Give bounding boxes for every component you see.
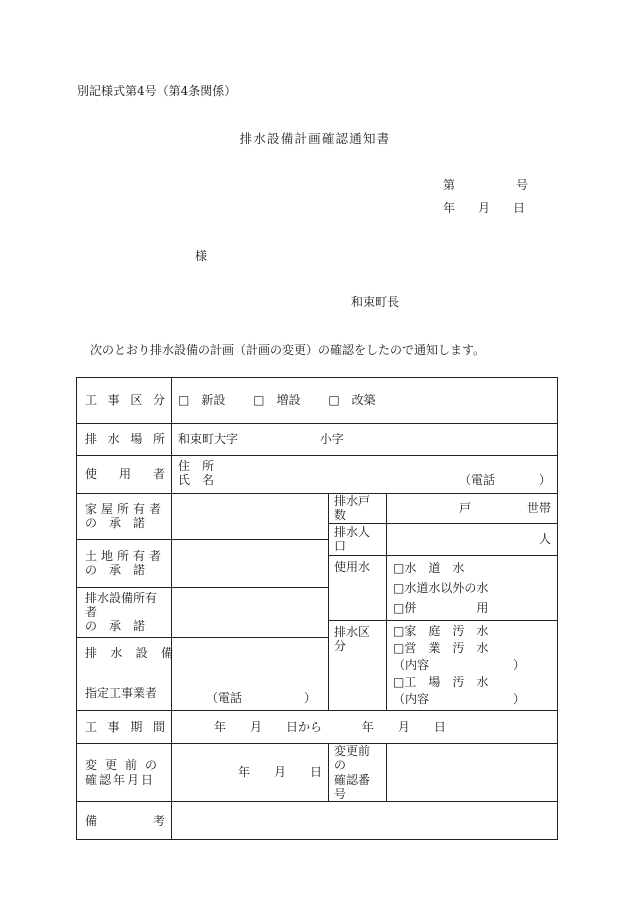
contractor-phone-close: ） bbox=[303, 691, 316, 706]
label-population: 排水人口 bbox=[329, 523, 387, 555]
house-owner-consent-field[interactable] bbox=[172, 494, 329, 540]
label-period: 工 事 期 間 bbox=[77, 710, 172, 743]
prev-date-value: 年 月 日 bbox=[237, 765, 322, 780]
form-reference: 別記様式第4号（第4条関係） bbox=[77, 84, 237, 98]
work-type-options bbox=[172, 378, 558, 424]
row-house-owner bbox=[77, 494, 558, 524]
period-field[interactable] bbox=[172, 710, 558, 743]
prev-date-field[interactable] bbox=[172, 743, 329, 802]
unit-setai: 世帯 bbox=[527, 501, 552, 516]
drain-business[interactable]: □営 業 汚 水 bbox=[393, 640, 489, 655]
unit-houses: 戸 bbox=[459, 501, 472, 516]
label-households: 排水戸数 bbox=[329, 494, 387, 524]
label-remarks: 備 考 bbox=[77, 802, 172, 840]
contractor-line1: 排 水 設 備 bbox=[85, 645, 173, 660]
drain-factory-detail[interactable]: （内容 ） bbox=[393, 691, 526, 706]
prev-number-line2: 確認番号 bbox=[334, 772, 371, 801]
label-land-owner bbox=[77, 539, 172, 587]
contractor-field[interactable] bbox=[172, 637, 329, 710]
label-prev-number bbox=[329, 743, 387, 802]
prev-number-line1: 変更前の bbox=[334, 743, 371, 773]
row-user bbox=[77, 456, 558, 494]
row-location bbox=[77, 424, 558, 456]
unit-population: 人 bbox=[539, 532, 552, 547]
drain-class-options bbox=[387, 620, 558, 710]
prev-date-line1: 変更前の bbox=[85, 758, 166, 773]
drain-business-detail[interactable]: （内容 ） bbox=[393, 657, 526, 672]
house-owner-line2: の 承 諾 bbox=[85, 516, 146, 531]
row-work-type bbox=[77, 378, 558, 424]
date-year: 年 bbox=[443, 201, 456, 215]
user-name-label: 氏 名 bbox=[178, 473, 215, 488]
location-field[interactable] bbox=[172, 424, 558, 456]
water-use-tap[interactable]: □水 道 水 bbox=[393, 560, 465, 575]
user-phone-close: ） bbox=[539, 473, 552, 488]
contractor-phone-label: （電話 bbox=[206, 691, 243, 706]
facility-owner-consent-field[interactable] bbox=[172, 587, 329, 637]
addressee-suffix: 様 bbox=[195, 249, 208, 263]
prev-number-field[interactable] bbox=[387, 743, 558, 802]
label-water-use: 使用水 bbox=[329, 555, 387, 620]
label-contractor bbox=[77, 637, 172, 710]
label-facility-owner bbox=[77, 587, 172, 637]
date-month: 月 bbox=[477, 201, 490, 215]
issuer: 和束町長 bbox=[351, 295, 400, 309]
label-prev-date bbox=[77, 743, 172, 802]
period-from: 年 月 日から bbox=[214, 719, 323, 734]
user-address-label: 住 所 bbox=[178, 459, 215, 473]
number-suffix: 号 bbox=[515, 178, 528, 192]
contractor-phone bbox=[206, 691, 316, 705]
confirmation-form-table bbox=[76, 377, 558, 840]
water-use-combined[interactable]: □併 用 bbox=[393, 600, 489, 615]
population-field[interactable] bbox=[387, 523, 558, 555]
document-title: 排水設備計画確認通知書 bbox=[239, 131, 391, 146]
row-period bbox=[77, 710, 558, 743]
location-prefix: 和束町大字 bbox=[178, 432, 239, 447]
land-owner-line2: の 承 諾 bbox=[85, 563, 146, 578]
option-renovation[interactable]: □ 改築 bbox=[328, 393, 376, 408]
option-extension[interactable]: □ 増設 bbox=[253, 393, 301, 408]
number-prefix: 第 bbox=[443, 178, 456, 192]
water-use-other[interactable]: □水道水以外の水 bbox=[393, 580, 489, 595]
land-owner-consent-field[interactable] bbox=[172, 539, 329, 587]
prev-date-line2: 確認年月日 bbox=[85, 772, 156, 787]
drain-household[interactable]: □家 庭 汚 水 bbox=[393, 623, 489, 638]
row-prev bbox=[77, 743, 558, 802]
date-day: 日 bbox=[512, 201, 525, 215]
label-location: 排 水 場 所 bbox=[77, 424, 172, 456]
land-owner-line1: 土地所有者 bbox=[85, 548, 166, 563]
water-use-options bbox=[387, 555, 558, 620]
label-house-owner bbox=[77, 494, 172, 540]
document-number bbox=[443, 178, 528, 192]
drain-factory[interactable]: □工 場 汚 水 bbox=[393, 674, 489, 689]
notice-body: 次のとおり排水設備の計画（計画の変更）の確認をしたので通知します。 bbox=[90, 343, 486, 357]
label-work-type: 工 事 区 分 bbox=[77, 378, 172, 424]
option-new[interactable]: □ 新設 bbox=[178, 393, 226, 408]
label-drain-class: 排水区分 bbox=[329, 620, 387, 710]
households-field[interactable] bbox=[387, 494, 558, 524]
label-user: 使 用 者 bbox=[77, 456, 172, 494]
house-owner-line1: 家屋所有者 bbox=[85, 502, 166, 516]
contractor-line2: 指定工事業者 bbox=[85, 685, 158, 700]
facility-owner-line2: の 承 諾 bbox=[85, 619, 146, 634]
user-phone bbox=[459, 473, 551, 487]
remarks-field[interactable] bbox=[172, 802, 558, 840]
facility-owner-line1: 排水設備所有者 bbox=[85, 590, 158, 619]
document-date bbox=[443, 201, 525, 215]
period-to: 年 月 日 bbox=[361, 719, 446, 734]
user-phone-label: （電話 bbox=[459, 473, 496, 488]
location-suffix: 小字 bbox=[319, 432, 344, 447]
row-remarks bbox=[77, 802, 558, 840]
user-field[interactable] bbox=[172, 456, 558, 494]
